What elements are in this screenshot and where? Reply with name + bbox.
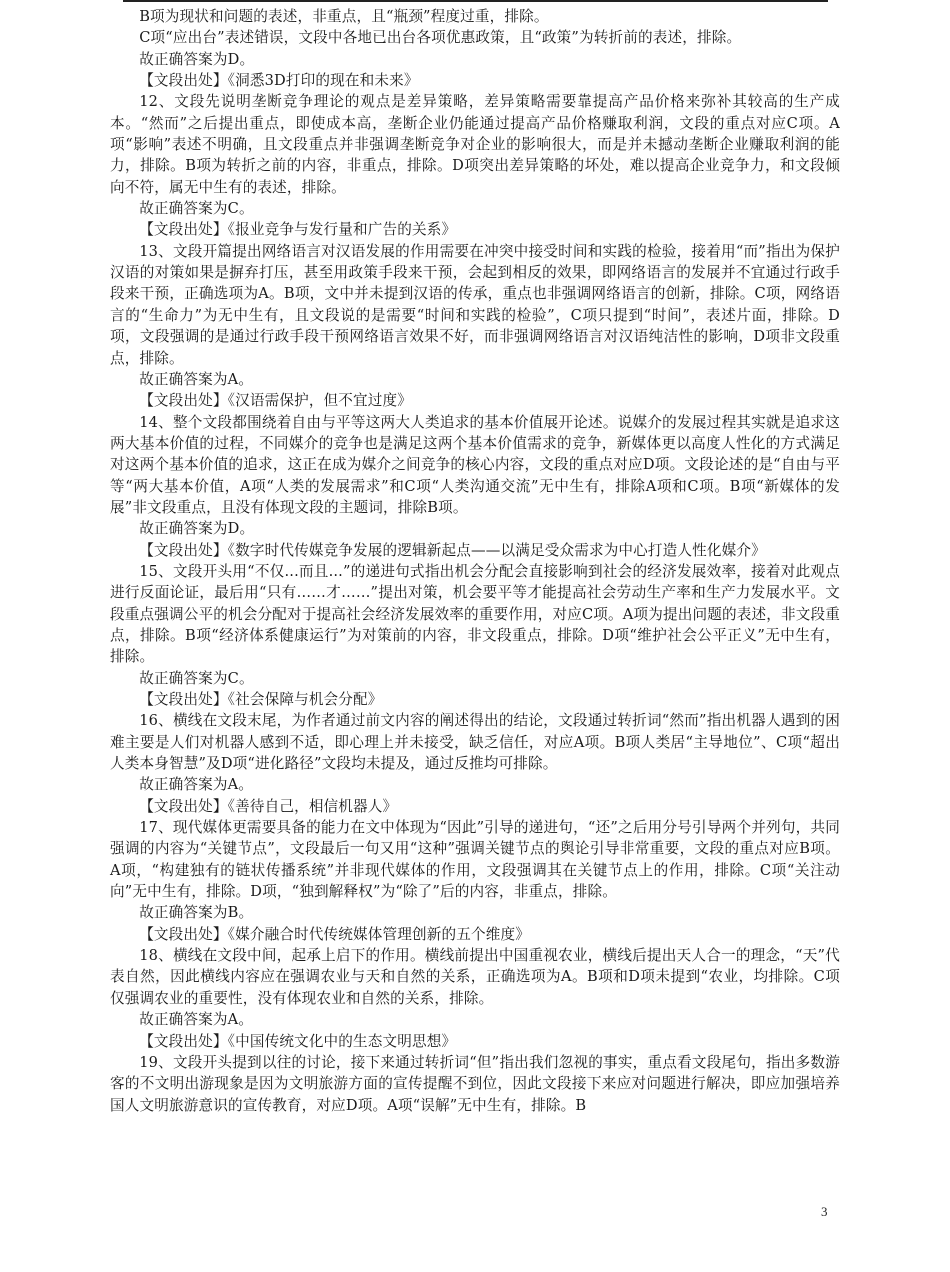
- paragraph: C项“应出台”表述错误，文段中各地已出台各项优惠政策，且“政策”为转折前的表述，排除。: [139, 29, 742, 47]
- answer-line: 故正确答案为B。: [139, 904, 254, 922]
- paragraph: 19、文段开头提到以往的讨论，接下来通过转折词“但”指出我们忽视的事实，重点看文段尾句，指出多数游客的不文明出游现象是因为文明旅游方面的宣传提醒不到位，因此文段接下来应对问题进行解决，即应加强培养国人文明旅游意识的宣传教育，对应D项。A项“误解”无中生有，排除。B: [110, 1053, 840, 1114]
- paragraph: 14、整个文段都围绕着自由与平等这两大人类追求的基本价值展开论述。说媒介的发展过程其实就是追求这两大基本价值的过程，不同媒介的竞争也是满足这两个基本价值需求的竞争，新媒体更以高度人性化的方式满足对这两个基本价值的追求，这正在成为媒介之间竞争的核心内容，文段的重点对应D项。文段论述的是“自由与平等“两大基本价值，A项“人类的发展需求”和C项“人类沟通交流”无中生有，排除A项和C项。B项“新媒体的发展”非文段重点，且没有体现文段的主题词，排除B项。: [110, 413, 840, 516]
- paragraph: 15、文段开头用“不仅...而且...”的递进句式指出机会分配会直接影响到社会的经济发展效率，接着对此观点进行反面论证，最后用“只有……才……”提出对策，机会要平等才能提高社会劳动生产率和生产力发展水平。文段重点强调公平的机会分配对于提高社会经济发展效率的重要作用，对应C项。A项为提出问题的表述，非文段重点，排除。B项“经济体系健康运行”为对策前的内容，非文段重点，排除。D项“维护社会公平正义”无中生有，排除。: [110, 562, 840, 666]
- source-line: 【文段出处】《中国传统文化中的生态文明思想》: [139, 1032, 457, 1050]
- source-line: 【文段出处】《报业竞争与发行量和广告的关系》: [139, 221, 457, 239]
- answer-line: 故正确答案为C。: [139, 200, 254, 218]
- source-line: 【文段出处】《社会保障与机会分配》: [139, 691, 383, 708]
- source-line: 【文段出处】《善待自己，相信机器人》: [139, 797, 398, 815]
- paragraph: 13、文段开篇提出网络语言对汉语发展的作用需要在冲突中接受时间和实践的检验，接着用“而”指出为保护汉语的对策如果是摒弃打压，甚至用政策手段来干预，会起到相反的效果，即网络语言的发展并不宜通过行政手段来干预，正确选项为A。B项，文中并未提到汉语的传承，重点也非强调网络语言的创新，排除。C项，网络语言的“生命力”为无中生有，且文段说的是需要“时间和实践的检验”，C项只提到“时间”，表述片面，排除。D项，文段强调的是通过行政手段干预网络语言效果不好，而非强调网络语言对汉语纯洁性的影响，D项非文段重点，排除。: [110, 242, 840, 367]
- paragraph: 12、文段先说明垄断竞争理论的观点是差异策略，差异策略需要靠提高产品价格来弥补其较高的生产成本。“然而”之后提出重点，即使成本高，垄断企业仍能通过提高产品价格赚取利润，文段的重点对应C项。A项“影响”表述不明确，且文段重点并非强调垄断竞争对企业的影响很大，而是并未撼动垄断企业赚取利润的能力，排除。B项为转折之前的内容，非重点，排除。D项突出差异策略的坏处，难以提高企业竞争力，和文段倾向不符，属无中生有的表述，排除。: [110, 93, 840, 196]
- header-rule: [123, 0, 828, 2]
- source-line: 【文段出处】《洞悉3D打印的现在和未来》: [139, 72, 419, 90]
- paragraph: 17、现代媒体更需要具备的能力在文中体现为“因此”引导的递进句，“还”之后用分号引导两个并列句，共同强调的内容为“关键节点”，文段最后一句又用“这种”强调关键节点的舆论引导非常重要，文段的重点对应B项。A项，“构建独有的链状传播系统”并非现代媒体的作用，文段强调其在关键节点上的作用，排除。C项“关注动向”无中生有，排除。D项，“独到解释权”为“除了”后的内容，非重点，排除。: [110, 819, 840, 901]
- document-body: [110, 6, 840, 1116]
- paragraph: 18、横线在文段中间，起承上启下的作用。横线前提出中国重视农业，横线后提出天人合一的理念，“天”代表自然，因此横线内容应在强调农业与天和自然的关系，正确选项为A。B项和D项未提到“农业，均排除。C项仅强调农业的重要性，没有体现农业和自然的关系，排除。: [110, 947, 840, 1007]
- paragraph: 16、横线在文段末尾，为作者通过前文内容的阐述得出的结论，文段通过转折词“然而”指出机器人遇到的困难主要是人们对机器人感到不适，即心理上并未接受，缺乏信任，对应A项。B项人类居“主导地位”、C项“超出人类本身智慧”及D项“进化路径”文段均未提及，通过反推均可排除。: [110, 712, 840, 773]
- answer-line: 故正确答案为A。: [139, 370, 254, 388]
- source-line: 【文段出处】《汉语需保护，但不宜过度》: [139, 392, 413, 410]
- answer-line: 故正确答案为D。: [139, 50, 255, 68]
- paragraph: B项为现状和问题的表述，非重点，且“瓶颈”程度过重，排除。: [139, 8, 549, 25]
- source-line: 【文段出处】《媒介融合时代传统媒体管理创新的五个维度》: [139, 925, 530, 943]
- answer-line: 故正确答案为D。: [139, 520, 255, 538]
- source-line: 【文段出处】《数字时代传媒竞争发展的逻辑新起点——以满足受众需求为中心打造人性化媒介》: [139, 541, 766, 559]
- answer-line: 故正确答案为C。: [139, 669, 254, 687]
- answer-line: 故正确答案为A。: [139, 776, 254, 794]
- answer-line: 故正确答案为A。: [139, 1011, 254, 1029]
- page-number: 3: [821, 1204, 828, 1219]
